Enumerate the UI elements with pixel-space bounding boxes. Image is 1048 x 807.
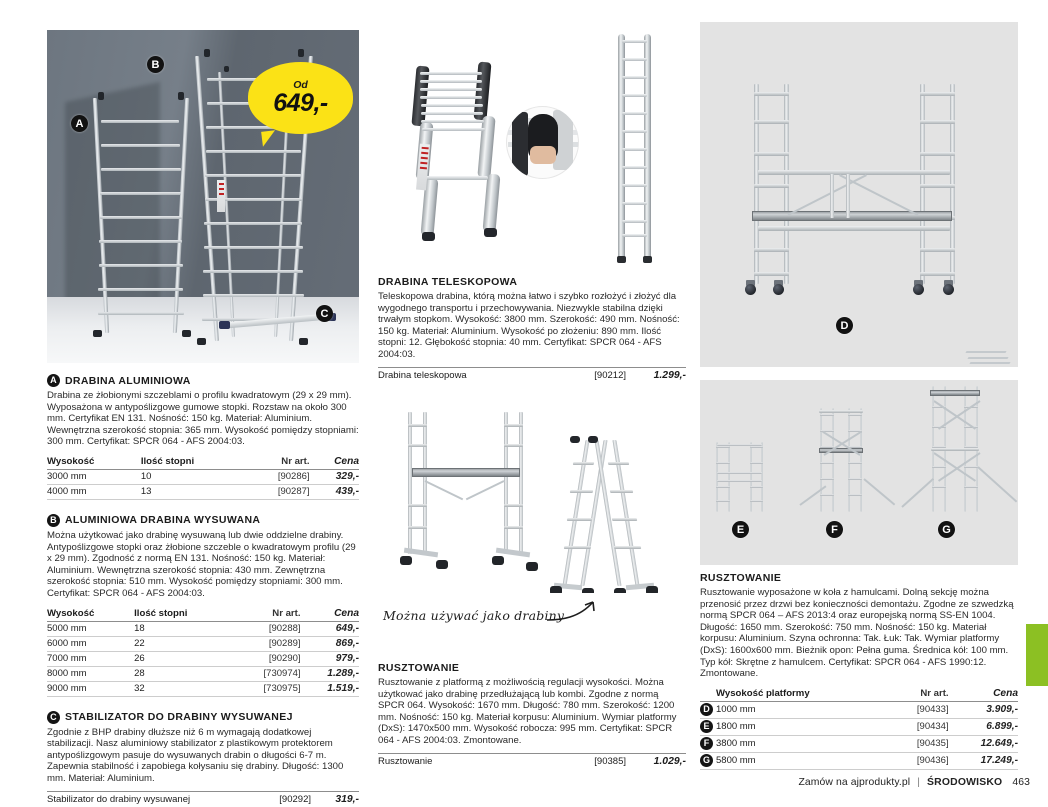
product-description: Teleskopowa drabina, którą można łatwo i szybko rozłożyć i złożyć dla wygodnego transportu i przechowywania. Niezwykle stabilna dzięki trwałym stopkom. Wysokość: 3800 mm. Szerokość: 490 mm. Nośność: 150 kg. Materiał: Aluminium. Wysokość po złożeniu: 890 mm. Ilość stopni: 12. Głębokość stopnia: 40 mm. Certyfikat: SPCR 064 - AFS 2004:03.	[378, 291, 680, 360]
table-header-row	[700, 687, 1018, 702]
scaffold-platform	[752, 211, 952, 221]
col-height: Wysokość	[47, 455, 141, 470]
photo-marker-f: F	[826, 521, 843, 538]
product-description: Można użytkować jako drabinę wysuwaną lub dwie oddzielne drabiny. Antypoślizgowe stopki oraz żłobione szczeble o kwadratowym profilu (29 x 29 mm). Zgodność z normą EN 131. Nośność: 150 kg. Materiał: Aluminium. Wewnętrzna szerokość stopnia: 430 mm. Zewnętrzna szerokość stopnia: 510 mm. Wysokość pomiędzy stopniami: 300 mm. Certyfikat: SPCR 064 - AFS 2004:03.	[47, 529, 356, 599]
col-art-no: Nr art.	[247, 455, 310, 470]
caster-wheel	[942, 280, 955, 295]
product-title: B ALUMINIOWA DRABINA WYSUWANA	[47, 514, 359, 527]
table-row[interactable]	[47, 484, 359, 499]
table-row[interactable]	[47, 681, 359, 696]
photo-marker-e: E	[732, 521, 749, 538]
cell-art-no: [90286]	[247, 469, 310, 484]
table-row[interactable]	[700, 701, 1018, 718]
stabilizer-foot-left	[219, 321, 230, 329]
product-variants-table	[47, 607, 359, 697]
cell-art-no: [90287]	[247, 484, 310, 499]
product-title: A DRABINA ALUMINIOWA	[47, 374, 359, 387]
product-price: 1.029,-	[626, 753, 686, 769]
cell-steps: 13	[141, 484, 247, 499]
cell-platform-height: 5800 mm	[716, 752, 890, 769]
photo-marker-d: D	[836, 317, 853, 334]
cell-steps: 22	[134, 636, 232, 651]
table-row[interactable]	[47, 621, 359, 636]
table-row[interactable]	[378, 753, 686, 769]
table-row[interactable]	[47, 651, 359, 666]
footer-separator: |	[917, 777, 921, 788]
scaffold-with-platform	[400, 408, 540, 578]
row-marker-badge: F	[700, 737, 713, 750]
row-marker	[700, 735, 716, 752]
table-row[interactable]	[47, 791, 359, 807]
section-edge-tab	[1026, 624, 1048, 686]
photo-marker-c: C	[316, 305, 333, 322]
cell-price: 979,-	[301, 651, 359, 666]
table-header-row	[47, 607, 359, 622]
cell-platform-height: 3800 mm	[716, 735, 890, 752]
product-block-extension-ladder	[47, 514, 359, 697]
cell-price: 12.649,-	[949, 735, 1018, 752]
caster-wheel	[772, 280, 785, 295]
product-block-aluminium-ladder	[47, 374, 359, 500]
cell-price: 1.519,-	[301, 681, 359, 696]
product-description: Rusztowanie wyposażone w koła z hamulcami. Dolną sekcję można przenosić przez drzwi bez konieczności demontażu. Zgodne ze szwedzką normą SPCR 064 – AFS 2013:4 oraz europejską normą SS-EN 1004. Długość: 1650 mm. Szerokość: 750 mm. Nośność: 150 kg. Materiał korpusu: Aluminium. Szyna ochronna: Tak. Łuk: Tak. Wymiar platformy (DxS): 1600x600 mm. Bieżnik opon: Pełna guma. Średnica kół: 100 mm. Typ kół: Skrętne z hamulcem. Certyfikat: SPCR 064 - AFS 1990:12. Zmontowane.	[700, 587, 1014, 680]
product-block-mobile-scaffold	[700, 572, 1018, 770]
product-marker-a: A	[47, 374, 60, 387]
table-header-row	[47, 455, 359, 470]
table-row[interactable]	[378, 367, 686, 383]
caster-wheel	[912, 280, 925, 295]
product-name: Stabilizator do drabiny wysuwanej	[47, 791, 249, 807]
col-steps: Ilość stopni	[134, 607, 232, 622]
cell-price: 6.899,-	[949, 718, 1018, 735]
cell-price: 649,-	[301, 621, 359, 636]
promo-price: 649,-	[273, 89, 328, 118]
col-art-no: Nr art.	[890, 687, 949, 702]
telescopic-ladder-open	[400, 66, 520, 251]
row-marker-badge: D	[700, 703, 713, 716]
telescopic-ladder-extended	[616, 34, 656, 264]
cell-art-no: [730975]	[232, 681, 300, 696]
row-marker-badge: G	[700, 754, 713, 767]
left-text-column	[47, 374, 359, 807]
photo-telescopic-ladder	[378, 22, 686, 272]
table-row[interactable]	[47, 636, 359, 651]
product-art-no: [90292]	[249, 791, 311, 807]
cell-price: 869,-	[301, 636, 359, 651]
row-marker	[700, 701, 716, 718]
product-block-stabilizer	[47, 711, 359, 807]
cell-price: 329,-	[310, 469, 359, 484]
table-row[interactable]	[700, 735, 1018, 752]
product-name: Rusztowanie	[378, 753, 556, 769]
photo-marker-g: G	[938, 521, 955, 538]
promo-from-label: Od	[293, 78, 308, 91]
photo-mobile-scaffold-variants	[700, 380, 1018, 565]
handwritten-note: Można używać jako drabiny	[383, 608, 565, 623]
a-frame-ladder	[540, 436, 665, 591]
cell-steps: 28	[134, 666, 232, 681]
extra-parts-detail	[966, 349, 1010, 365]
table-row[interactable]	[47, 666, 359, 681]
hand-detail-inset	[506, 106, 579, 179]
cell-platform-height: 1000 mm	[716, 701, 890, 718]
cell-art-no: [90435]	[890, 735, 949, 752]
cell-art-no: [90436]	[890, 752, 949, 769]
product-price: 1.299,-	[626, 367, 686, 383]
product-description: Rusztowanie z platformą z możliwością regulacji wysokości. Można użytkować jako drabinę przedłużającą lub kombi. Zgodne z normą SPCR 064. Wysokość: 1670 mm. Długość: 780 mm. Szerokość: 1200 mm. Nośność: 150 kg. Materiał korpusu: Aluminium. Wymiar platformy (DxS): 1470x500 mm. Wysokość robocza: 995 mm. Certyfikat: SPCR 064 - AFS 2004:03. Zmontowane.	[378, 677, 677, 746]
cell-art-no: [90288]	[232, 621, 300, 636]
product-price-row	[378, 753, 686, 769]
photo-marker-a: A	[71, 115, 88, 132]
cell-height: 7000 mm	[47, 651, 134, 666]
caster-wheel	[744, 280, 757, 295]
product-price-row	[47, 791, 359, 807]
col-height: Wysokość	[47, 607, 134, 622]
row-marker	[700, 718, 716, 735]
table-row[interactable]	[700, 718, 1018, 735]
product-description: Drabina ze żłobionymi szczeblami o profilu kwadratowym (29 x 29 mm). Wyposażona w antypoślizgowe gumowe stopki. Rozstaw na około 300 mm. Certyfikat EN 131. Nośność: 150 kg. Materiał: Aluminium. Wewnętrzna szerokość stopnia: 365 mm. Wysokość pomiędzy stopniami: 300 mm. Certyfikat: SPCR 064 - AFS 2004:03.	[47, 390, 359, 448]
cell-height: 8000 mm	[47, 666, 134, 681]
ladder-single	[87, 98, 197, 333]
cell-price: 1.289,-	[301, 666, 359, 681]
cell-platform-height: 1800 mm	[716, 718, 890, 735]
table-row[interactable]	[700, 752, 1018, 769]
table-row[interactable]	[47, 469, 359, 484]
cell-height: 3000 mm	[47, 469, 141, 484]
cell-steps: 32	[134, 681, 232, 696]
product-price: 319,-	[311, 791, 359, 807]
cell-art-no: [90290]	[232, 651, 300, 666]
page-footer	[798, 777, 1030, 788]
product-art-no: [90212]	[556, 367, 626, 383]
work-platform	[412, 468, 520, 477]
order-text: Zamów na ajprodukty.pl	[798, 777, 911, 788]
warning-label	[217, 180, 225, 212]
cell-steps: 10	[141, 469, 247, 484]
col-price: Cena	[949, 687, 1018, 702]
cell-art-no: [90433]	[890, 701, 949, 718]
cell-height: 6000 mm	[47, 636, 134, 651]
row-marker	[700, 752, 716, 769]
col-marker	[700, 687, 716, 702]
product-marker-b: B	[47, 514, 60, 527]
cell-art-no: [730974]	[232, 666, 300, 681]
col-art-no: Nr art.	[232, 607, 300, 622]
product-name: Drabina teleskopowa	[378, 367, 556, 383]
cell-art-no: [90289]	[232, 636, 300, 651]
col-platform-height: Wysokość platformy	[716, 687, 890, 702]
scaffold-frame	[728, 84, 978, 334]
guard-rail	[758, 170, 950, 175]
product-art-no: [90385]	[556, 753, 626, 769]
product-title: RUSZTOWANIE	[378, 662, 460, 674]
cell-height: 5000 mm	[47, 621, 134, 636]
product-title: RUSZTOWANIE	[700, 572, 782, 584]
product-block-scaffold-combi	[378, 662, 686, 769]
col-price: Cena	[310, 455, 359, 470]
product-marker-c: C	[47, 711, 60, 724]
row-marker-badge: E	[700, 720, 713, 733]
cell-height: 9000 mm	[47, 681, 134, 696]
bubble-tail	[261, 130, 277, 147]
cell-steps: 18	[134, 621, 232, 636]
scaffold-variant-g	[918, 386, 988, 514]
photo-combi-scaffold	[378, 398, 686, 593]
curved-arrow-icon	[545, 596, 613, 630]
product-title: DRABINA TELESKOPOWA	[378, 276, 518, 288]
photo-mobile-scaffold-d	[700, 22, 1018, 367]
promo-price-bubble	[248, 62, 353, 134]
cell-price: 3.909,-	[949, 701, 1018, 718]
product-title: C STABILIZATOR DO DRABINY WYSUWANEJ	[47, 711, 359, 724]
cell-steps: 26	[134, 651, 232, 666]
cell-art-no: [90434]	[890, 718, 949, 735]
section-name: ŚRODOWISKO	[927, 777, 1003, 788]
scaffold-variant-f	[806, 408, 868, 514]
col-price: Cena	[301, 607, 359, 622]
product-variants-table	[47, 455, 359, 500]
cell-price: 439,-	[310, 484, 359, 499]
photo-marker-b: B	[147, 56, 164, 73]
product-block-telescopic	[378, 276, 686, 383]
cell-height: 4000 mm	[47, 484, 141, 499]
page-number: 463	[1012, 777, 1030, 788]
col-steps: Ilość stopni	[141, 455, 247, 470]
product-description: Zgodnie z BHP drabiny dłuższe niż 6 m wymagają dodatkowej stabilizacji. Nasz aluminiowy stabilizator z plastikowym protektorem antypoślizgowym pasuje do wysuwanych drabin o długości 6-7 m. Zapewnia stabilność i zapobiega kołysaniu się drabiny. Długość: 1300 mm. Materiał: Aluminium.	[47, 726, 344, 784]
product-price-row	[378, 367, 686, 383]
cell-price: 17.249,-	[949, 752, 1018, 769]
product-variants-table	[700, 687, 1018, 770]
scaffold-variant-e	[714, 442, 764, 514]
